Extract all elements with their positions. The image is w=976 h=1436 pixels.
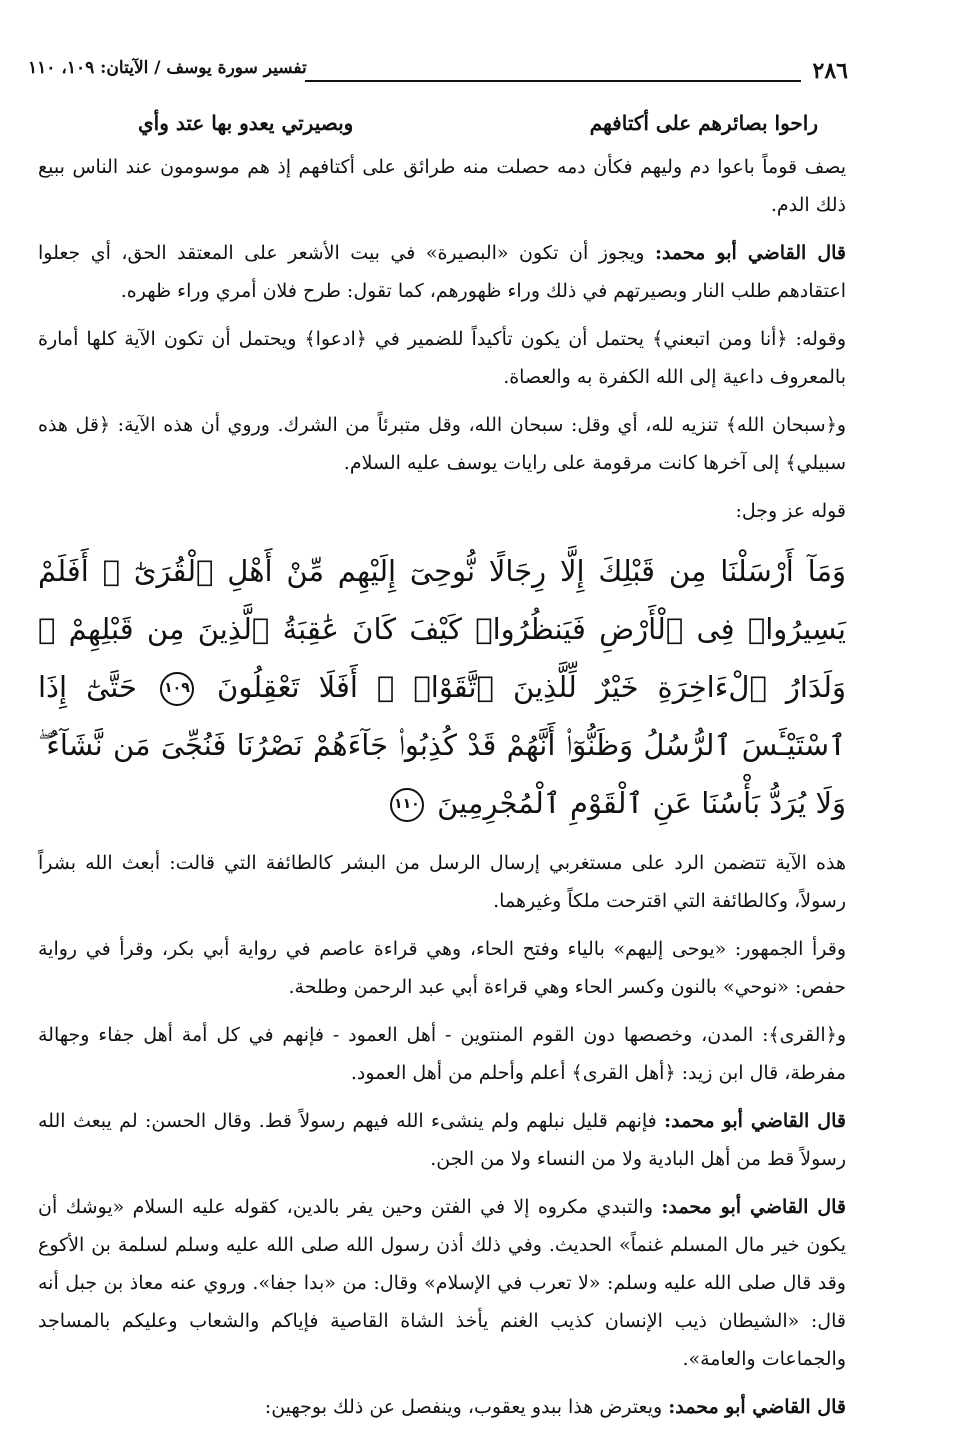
- paragraph-lead: قال القاضي أبو محمد:: [654, 242, 846, 264]
- paragraph-text: و﴿القرى﴾: المدن، وخصصها دون القوم المنتوين - أهل العمود - فإنهم في كل أمة أهل جفاء وجهالة مفرطة، قال ابن زيد: ﴿أهل القرى﴾ أعلم وأحلم من أهل العمود.: [38, 1024, 846, 1084]
- paragraph-text: وقوله: ﴿أنا ومن اتبعني﴾ يحتمل أن يكون تأكيداً للضمير في ﴿ادعوا﴾ ويحتمل أن تكون الآية كلها أمارة بالمعروف داعية إلى الله الكفرة به والعصاة.: [38, 328, 846, 388]
- verse-110-text: حَتَّىٰٓ إِذَا ٱسْتَيْـَٔسَ ٱلرُّسُلُ وَظَنُّوٓا۟ أَنَّهُمْ قَدْ كُذِبُوا۟ جَآءَهُمْ نَصْرُنَا فَنُجِّىَ مَن نَّشَآءُ ۖ وَلَا يُرَدُّ بَأْسُنَا عَنِ ٱلْقَوْمِ ٱلْمُجْرِمِينَ: [38, 670, 846, 820]
- paragraph: [38, 930, 846, 1006]
- paragraph: [38, 1102, 846, 1178]
- quran-verses: [38, 542, 846, 832]
- ayah-number-109: ١٠٩: [160, 672, 194, 706]
- commentary-section: [38, 844, 846, 1426]
- paragraph-text: فإنهم قليل نبلهم ولم ينشىء الله فيهم رسولاً قط. وقال الحسن: لم يبعث الله رسولاً قط من أهل البادية ولا من النساء ولا من الجن.: [38, 1110, 846, 1170]
- paragraph: [38, 234, 846, 310]
- intro-line: قوله عز وجل:: [735, 500, 846, 522]
- verse-109-text: وَمَآ أَرْسَلْنَا مِن قَبْلِكَ إِلَّا رِجَالًا نُّوحِىٓ إِلَيْهِم مِّنْ أَهْلِ ٱلْقُرَىٰٓ ۗ أَفَلَمْ يَسِيرُوا۟ فِى ٱلْأَرْضِ فَيَنظُرُوا۟ كَيْفَ كَانَ عَٰقِبَةُ ٱلَّذِينَ مِن قَبْلِهِمْ ۗ وَلَدَارُ ٱلْءَاخِرَةِ خَيْرٌ لِّلَّذِينَ ٱتَّقَوْا۟ ۗ أَفَلَا تَعْقِلُونَ: [38, 554, 847, 704]
- paragraph-text: يصف قوماً باعوا دم وليهم فكأن دمه حصلت منه طرائق على أكتافهم إذ هم موسومون عند الناس ببيع ذلك الدم.: [38, 156, 846, 216]
- page-number: ٢٨٦: [812, 58, 848, 84]
- running-title: تفسير سورة يوسف / الآيتان: ١٠٩، ١١٠: [28, 58, 307, 78]
- paragraph: [38, 1016, 846, 1092]
- paragraph-text: هذه الآية تتضمن الرد على مستغربي إرسال الرسل من البشر كالطائفة التي قالت: أبعث الله بشراً رسولاً، وكالطائفة التي اقترحت ملكاً وغيرهما.: [38, 852, 846, 912]
- paragraph-text: والتبدي مكروه إلا في الفتن وحين يفر بالدين، كقوله عليه السلام «يوشك أن يكون خير مال المسلم غنماً» الحديث. وفي ذلك أذن رسول الله صلى الله عليه وسلم لسلمة بن الأكوع وقد قال صلى الله عليه وسلم: «لا تعرب في الإسلام» وقال: من «بدا جفا». وروي عنه معاذ بن جبل أنه قال: «الشيطان ذيب الإنسان كذيب الغنم يأخذ الشاة القاصية فإياكم والشعاب وعليكم بالمساجد والجماعات والعامة».: [38, 1196, 846, 1370]
- paragraph: [38, 1188, 846, 1378]
- paragraph-text: ويجوز أن تكون «البصيرة» في بيت الأشعر على المعتقد الحق، أي جعلوا اعتقادهم طلب النار وبصيرتهم في ذلك وراء ظهورهم، كما تقول: طرح فلان أمري وراء ظهره.: [38, 242, 846, 302]
- poem-first-hemistich: راحوا بصائرهم على أكتافهم: [589, 111, 818, 135]
- paragraph: [38, 148, 846, 224]
- poem-second-hemistich: وبصيرتي يعدو بها عتد وأي: [138, 111, 354, 135]
- paragraph: [38, 320, 846, 396]
- header-rule: [305, 80, 801, 82]
- paragraph-lead: قال القاضي أبو محمد:: [661, 1196, 847, 1218]
- page-body: [38, 100, 846, 1436]
- paragraph: [38, 844, 846, 920]
- paragraph: [38, 1388, 846, 1426]
- paragraph-lead: قال القاضي أبو محمد:: [664, 1110, 846, 1132]
- poem-verse: [38, 100, 846, 142]
- paragraph-text: ويعترض هذا ببدو يعقوب، وينفصل عن ذلك بوجهين:: [264, 1396, 663, 1418]
- paragraph-text: و﴿سبحان الله﴾ تنزيه لله، أي وقل: سبحان الله، وقل متبرئاً من الشرك. وروي أن هذه الآية: ﴿قل هذه سبيلي﴾ إلى آخرها كانت مرقومة على رايات يوسف عليه السلام.: [38, 414, 846, 474]
- paragraph: [38, 406, 846, 482]
- ayah-number-110: ١١٠: [390, 788, 424, 822]
- paragraph-text: وقرأ الجمهور: «يوحى إليهم» بالياء وفتح الحاء، وهي قراءة عاصم في رواية أبي بكر، وقرأ في رواية حفص: «نوحي» بالنون وكسر الحاء وهي قراءة أبي عبد الرحمن وطلحة.: [38, 938, 846, 998]
- paragraph-lead: قال القاضي أبو محمد:: [668, 1396, 846, 1418]
